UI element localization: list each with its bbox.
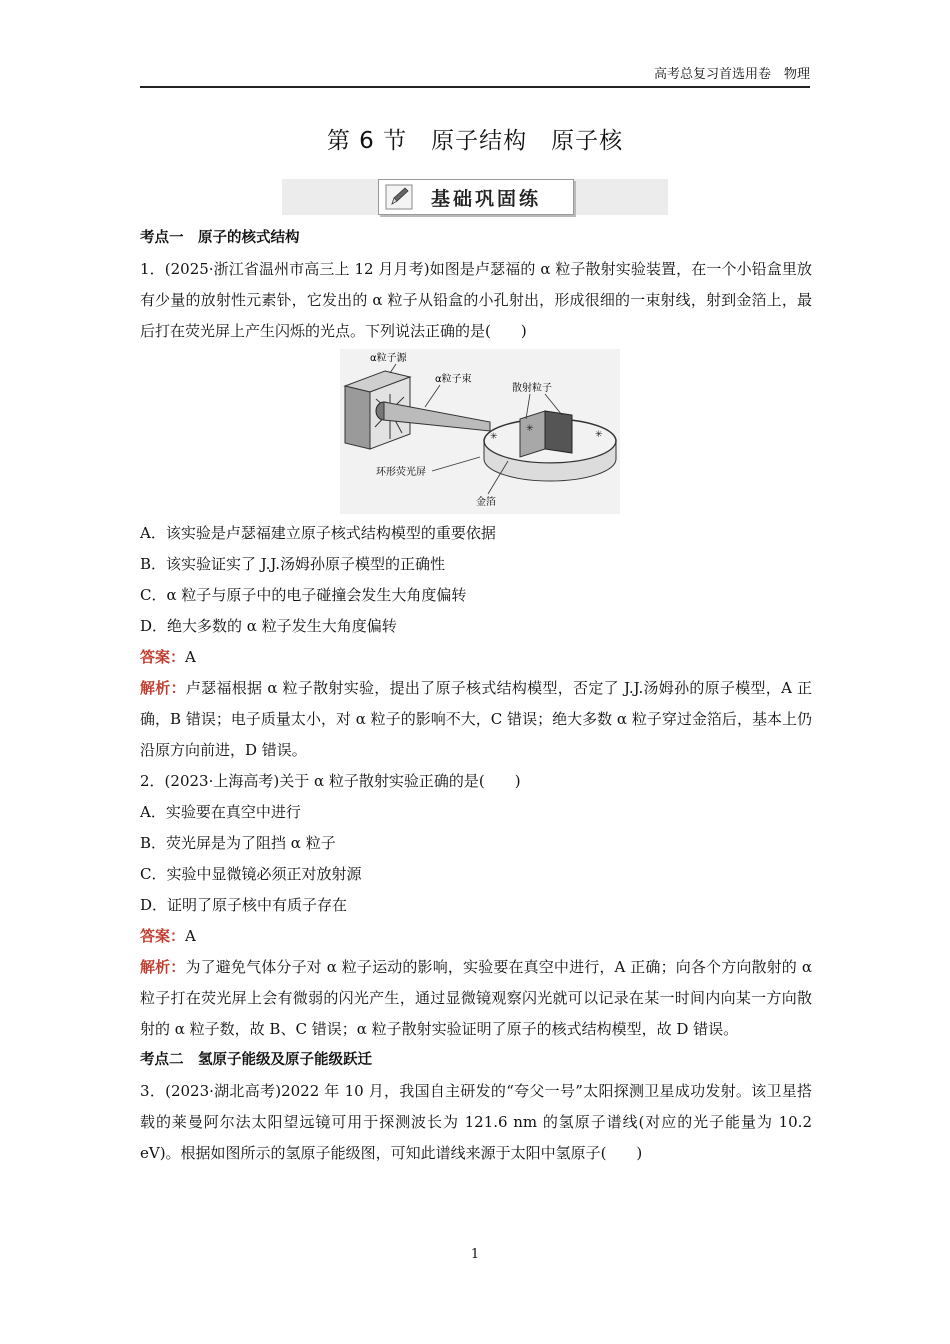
q2-analysis-label: 解析：	[140, 958, 186, 976]
q1-option-a: A．该实验是卢瑟福建立原子核式结构模型的重要依据	[140, 524, 496, 542]
banner-box	[378, 179, 574, 215]
page-number: 1	[470, 1247, 480, 1262]
pencil-icon	[385, 184, 413, 210]
q2-option-c: C．实验中显微镜必须正对放射源	[140, 865, 362, 883]
source-box-side	[345, 386, 370, 449]
q2-answer-value: A	[185, 927, 196, 945]
q2-analysis-text: 为了避免气体分子对 α 粒子运动的影响，实验要在真空中进行，A 正确；向各个方向散射的 α 粒子打在荧光屏上会有微弱的闪光产生，通过显微镜观察闪光就可以记录在某一时间内向某一方向散射的 α 粒子数，故 B、C 错误；α 粒子散射实验证明了原子的核式结构模型，故 D 错误。	[140, 958, 812, 1038]
q1-option-b: B．该实验证实了 J.J.汤姆孙原子模型的正确性	[140, 555, 446, 573]
content	[140, 223, 812, 1169]
svg-text:✳: ✳	[595, 430, 603, 440]
page-header	[140, 64, 810, 88]
q1-option-c: C．α 粒子与原子中的电子碰撞会发生大角度偏转	[140, 586, 467, 604]
q2-option-d: D．证明了原子核中有质子存在	[140, 896, 348, 914]
header-text: 高考总复习首选用卷 物理	[653, 67, 810, 82]
q3-stem: 3．(2023·湖北高考)2022 年 10 月，我国自主研发的“夸父一号”太阳探测卫星成功发射。该卫星搭载的莱曼阿尔法太阳望远镜可用于探测波长为 121.6 nm 的氢原子谱线(对应的光子能量为 10.2 eV)。根据如图所示的氢原子能级图，可知此谱线来源于太阳中氢原子( )	[140, 1082, 812, 1162]
q1-figure	[140, 349, 812, 514]
svg-text:✳: ✳	[526, 424, 534, 434]
scattering-apparatus-diagram	[340, 349, 620, 514]
section-heading-2: 考点二 氢原子能级及原子能级跃迁	[140, 1052, 372, 1068]
foil-holder	[545, 411, 572, 453]
gold-foil	[520, 411, 545, 457]
q1-analysis-text: 卢瑟福根据 α 粒子散射实验，提出了原子核式结构模型，否定了 J.J.汤姆孙的原子模型，A 正确，B 错误；电子质量太小，对 α 粒子的影响不大，C 错误；绝大多数 α 粒子穿过金箔后，基本上仍沿原方向前进，D 错误。	[140, 679, 812, 759]
section-heading-1: 考点一 原子的核式结构	[140, 230, 300, 246]
q1-answer-label: 答案：	[140, 648, 186, 666]
q1-option-d: D．绝大多数的 α 粒子发生大角度偏转	[140, 617, 397, 635]
label-foil: 金箔	[476, 497, 496, 508]
q1-answer	[140, 642, 812, 673]
q1-analysis	[140, 673, 812, 766]
q2-analysis	[140, 952, 812, 1045]
label-source: α粒子源	[370, 353, 407, 364]
q1-answer-value: A	[185, 648, 196, 666]
q2-option-b: B．荧光屏是为了阻挡 α 粒子	[140, 834, 336, 852]
banner-label: 基础巩固练	[431, 188, 542, 210]
q2-stem: 2．(2023·上海高考)关于 α 粒子散射实验正确的是( )	[140, 772, 521, 790]
q2-answer	[140, 921, 812, 952]
page-title: 第 6 节 原子结构 原子核	[326, 128, 624, 154]
q2-option-a: A．实验要在真空中进行	[140, 803, 301, 821]
svg-text:✳: ✳	[490, 432, 498, 442]
q2-answer-label: 答案：	[140, 927, 186, 945]
label-scatter: 散射粒子	[512, 383, 552, 394]
label-screen: 环形荧光屏	[376, 467, 426, 478]
label-beam: α粒子束	[435, 374, 472, 385]
section-banner	[282, 179, 668, 215]
q1-analysis-label: 解析：	[140, 679, 186, 697]
q1-stem: 1．(2025·浙江省温州市高三上 12 月月考)如图是卢瑟福的 α 粒子散射实验装置，在一个小铅盒里放有少量的放射性元素钋，它发出的 α 粒子从铅盒的小孔射出，形成很细的一束射线，射到金箔上，最后打在荧光屏上产生闪烁的光点。下列说法正确的是( )	[140, 260, 812, 340]
